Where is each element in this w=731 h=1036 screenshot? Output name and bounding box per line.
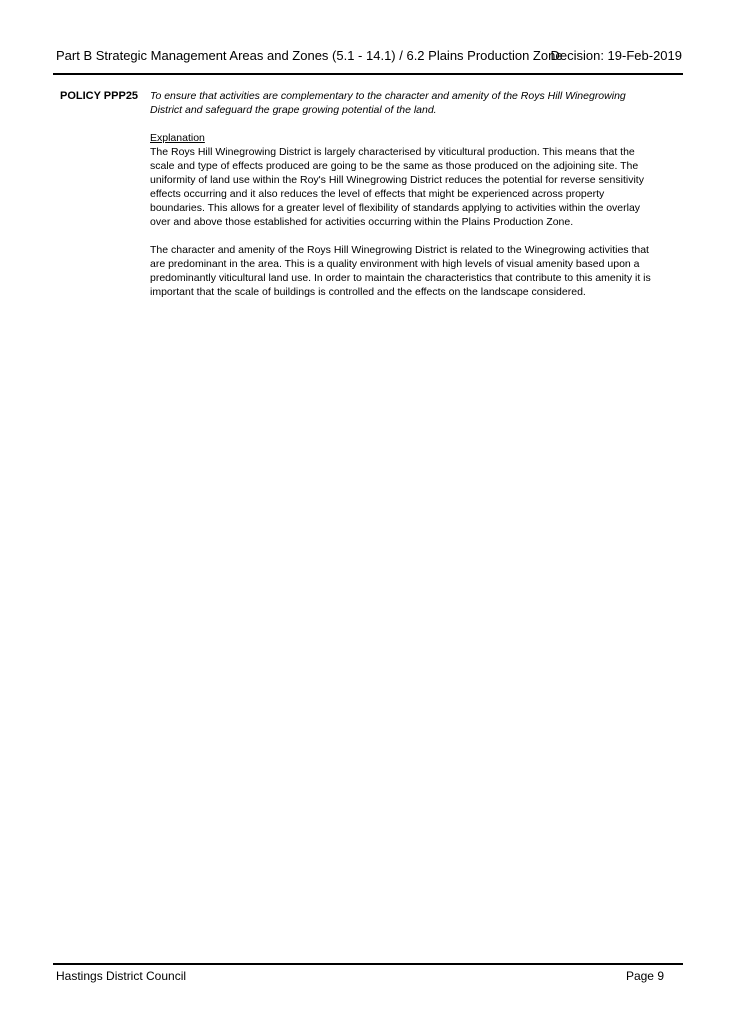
page-number: Page 9 (625, 969, 664, 983)
header-divider (53, 73, 683, 75)
policy-label: POLICY PPP25 (60, 90, 139, 102)
explanation-heading: Explanation (150, 132, 205, 144)
page-header (56, 48, 683, 68)
header-decision-date: Decision: 19-Feb-2019 (550, 48, 682, 63)
footer-organisation: Hastings District Council (56, 969, 187, 983)
policy-statement: To ensure that activities are complementary to the character and amenity of the Roys Hill Winegrowing District and safeguard the grape growing potential of the land. (150, 90, 626, 116)
header-section-title: Part B Strategic Management Areas and Zones (5.1 - 14.1) / 6.2 Plains Production Zone (56, 48, 563, 63)
policy-body (150, 89, 660, 313)
explanation-paragraph: The Roys Hill Winegrowing District is largely characterised by viticultural production. This means that the scale and type of effects produced are going to be the same as those produced on the adjoining site. The uniformity of land use within the Roy's Hill Winegrowing District reduces the potential for reverse sensitivity effects occurring and it also reduces the level of effects that might be experienced across property boundaries. This allows for a greater level of flexibility of standards applying to activities within the overlay over and above those established for activities occurring within the Plains Production Zone. (150, 146, 644, 228)
footer-divider (53, 963, 683, 965)
explanation-paragraph: The character and amenity of the Roys Hill Winegrowing District is related to the Winegrowing activities that are predominant in the area. This is a quality environment with high levels of visual amenity based upon a predominantly viticultural land use. In order to maintain the characteristics that contribute to this amenity it is important that the scale of buildings is controlled and the effects on the landscape considered. (150, 244, 651, 298)
